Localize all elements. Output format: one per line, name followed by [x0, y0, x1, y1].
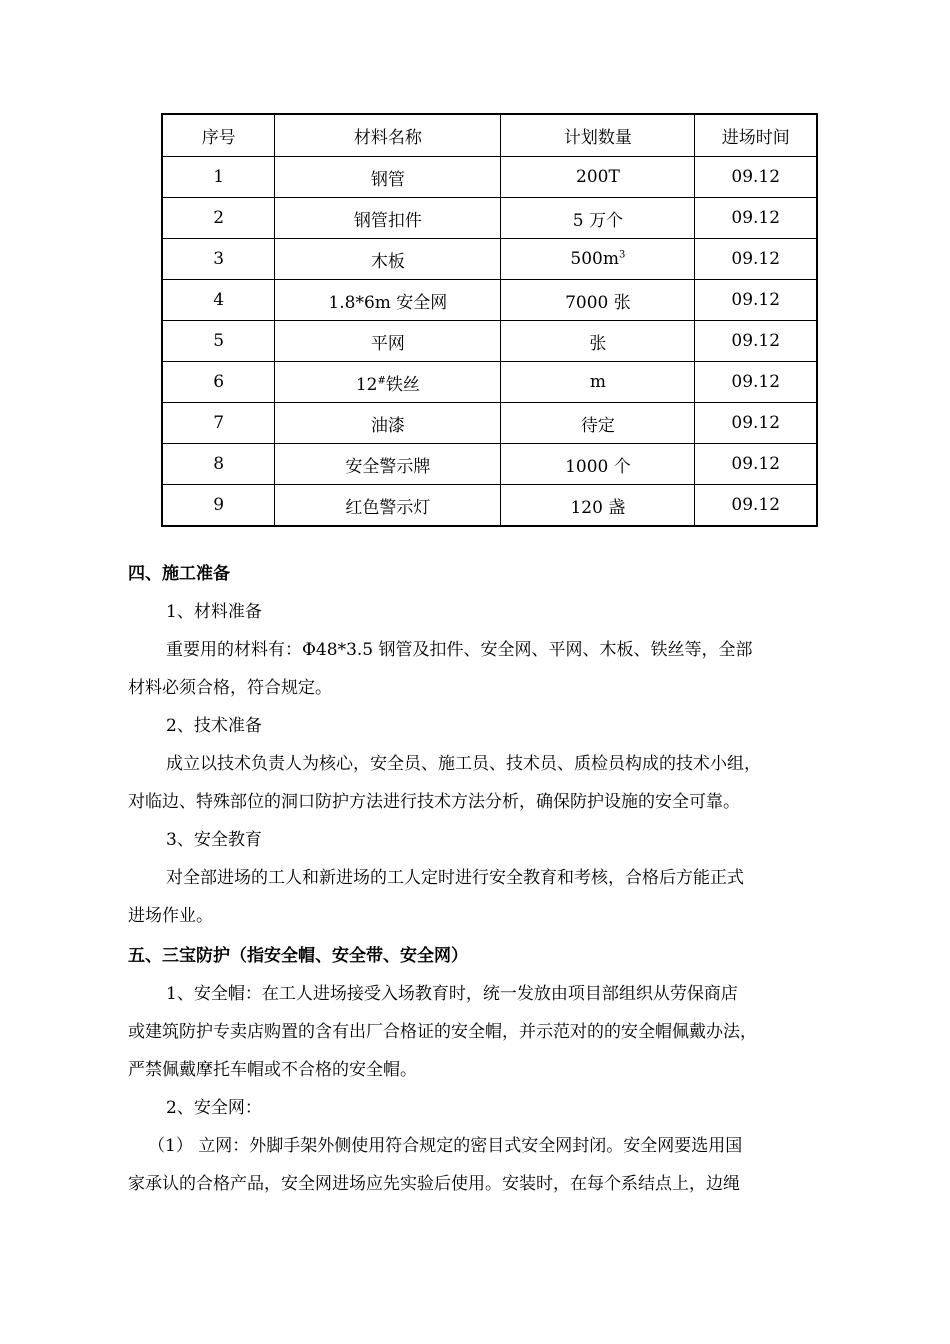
header-entry-time: 进场时间: [695, 114, 817, 157]
table-row: [162, 403, 817, 444]
table-row: [162, 280, 817, 321]
cell-no: 2: [162, 198, 275, 239]
materials-plan-table: [161, 113, 818, 527]
cell-entry-time: 09.12: [695, 485, 817, 527]
paragraph-helmet-line-3: 严禁佩戴摩托车帽或不合格的安全帽。: [128, 1060, 417, 1080]
subheading-materials: 1、材料准备: [166, 602, 262, 622]
table-row: [162, 362, 817, 403]
header-no: 序号: [162, 114, 275, 157]
quantity-text: 200T: [576, 167, 620, 187]
cell-planned-quantity: [501, 198, 695, 239]
cell-planned-quantity: [501, 280, 695, 321]
header-material-name: 材料名称: [275, 114, 501, 157]
cell-material-name: [275, 362, 501, 403]
quantity-text: 120 盏: [570, 497, 626, 518]
cell-material-name: [275, 198, 501, 239]
section-4-heading: 四、施工准备: [128, 564, 230, 584]
paragraph-technical-line-1: 成立以技术负责人为核心，安全员、施工员、技术员、质检员构成的技术小组，: [166, 754, 761, 774]
paragraph-materials-line-1: 重要用的材料有：Φ48*3.5 钢管及扣件、安全网、平网、木板、铁丝等，全部: [166, 640, 753, 660]
cell-planned-quantity: [501, 321, 695, 362]
cell-no: 7: [162, 403, 275, 444]
cell-entry-time: 09.12: [695, 444, 817, 485]
material-name-suffix: 铁丝: [385, 374, 420, 395]
material-name-text: 钢管扣件: [353, 210, 422, 231]
material-name-text: 1.8*6m 安全网: [328, 292, 448, 313]
quantity-text: 7000 张: [565, 292, 631, 313]
material-name-text: 油漆: [370, 415, 405, 436]
subheading-safety-net: 2、安全网：: [166, 1098, 262, 1118]
cell-planned-quantity: [501, 403, 695, 444]
material-name-superscript: #: [377, 374, 386, 386]
cell-material-name: [275, 239, 501, 280]
paragraph-net-line-2: 家承认的合格产品，安全网进场应先实验后使用。安装时，在每个系结点上，边绳: [128, 1174, 740, 1194]
paragraph-materials-line-2: 材料必须合格，符合规定。: [128, 678, 332, 698]
cell-material-name: [275, 444, 501, 485]
quantity-text: 500m: [570, 249, 619, 269]
cell-planned-quantity: [501, 444, 695, 485]
table-row: [162, 444, 817, 485]
cell-no: 4: [162, 280, 275, 321]
table-row: [162, 321, 817, 362]
paragraph-education-line-2: 进场作业。: [128, 906, 213, 926]
material-name-text: 钢管: [370, 169, 405, 190]
cell-material-name: [275, 321, 501, 362]
quantity-text: 张: [589, 333, 607, 354]
header-planned-quantity: 计划数量: [501, 114, 695, 157]
paragraph-helmet-line-1: 1、安全帽：在工人进场接受入场教育时，统一发放由项目部组织从劳保商店: [166, 984, 738, 1004]
quantity-text: m: [589, 372, 606, 392]
paragraph-helmet-line-2: 或建筑防护专卖店购置的含有出厂合格证的安全帽，并示范对的的安全帽佩戴办法，: [128, 1022, 757, 1042]
material-name-text: 安全警示牌: [345, 456, 431, 477]
table-row: [162, 239, 817, 280]
paragraph-technical-line-2: 对临边、特殊部位的洞口防护方法进行技术方法分析，确保防护设施的安全可靠。: [128, 792, 740, 812]
quantity-text: 1000 个: [565, 456, 631, 477]
quantity-text: 5 万个: [572, 210, 624, 231]
cell-entry-time: 09.12: [695, 280, 817, 321]
quantity-text: 待定: [580, 415, 615, 436]
cell-no: 8: [162, 444, 275, 485]
cell-no: 5: [162, 321, 275, 362]
cell-entry-time: 09.12: [695, 198, 817, 239]
cell-no: 1: [162, 157, 275, 198]
cell-entry-time: 09.12: [695, 321, 817, 362]
subheading-safety-education: 3、安全教育: [166, 830, 262, 850]
cell-planned-quantity: [501, 362, 695, 403]
section-5-heading: 五、三宝防护（指安全帽、安全带、安全网）: [128, 946, 468, 966]
cell-material-name: [275, 157, 501, 198]
cell-material-name: [275, 403, 501, 444]
table-row: [162, 157, 817, 198]
cell-material-name: [275, 485, 501, 527]
cell-no: 6: [162, 362, 275, 403]
material-name-text: 平网: [370, 333, 405, 354]
cell-no: 3: [162, 239, 275, 280]
cell-entry-time: 09.12: [695, 403, 817, 444]
cell-planned-quantity: [501, 157, 695, 198]
subheading-technical: 2、技术准备: [166, 716, 262, 736]
paragraph-net-line-1: （1） 立网：外脚手架外侧使用符合规定的密目式安全网封闭。安全网要选用国: [148, 1136, 743, 1156]
cell-planned-quantity: [501, 485, 695, 527]
cell-entry-time: 09.12: [695, 239, 817, 280]
cell-material-name: [275, 280, 501, 321]
material-name-text: 12: [355, 374, 378, 395]
cell-entry-time: 09.12: [695, 362, 817, 403]
table-row: [162, 198, 817, 239]
cell-planned-quantity: [501, 239, 695, 280]
quantity-superscript: 3: [619, 249, 626, 261]
table-header-row: [162, 114, 817, 157]
paragraph-education-line-1: 对全部进场的工人和新进场的工人定时进行安全教育和考核，合格后方能正式: [166, 868, 744, 888]
material-name-text: 红色警示灯: [345, 497, 431, 518]
cell-no: 9: [162, 485, 275, 527]
table-row: [162, 485, 817, 527]
cell-entry-time: 09.12: [695, 157, 817, 198]
material-name-text: 木板: [370, 251, 405, 272]
